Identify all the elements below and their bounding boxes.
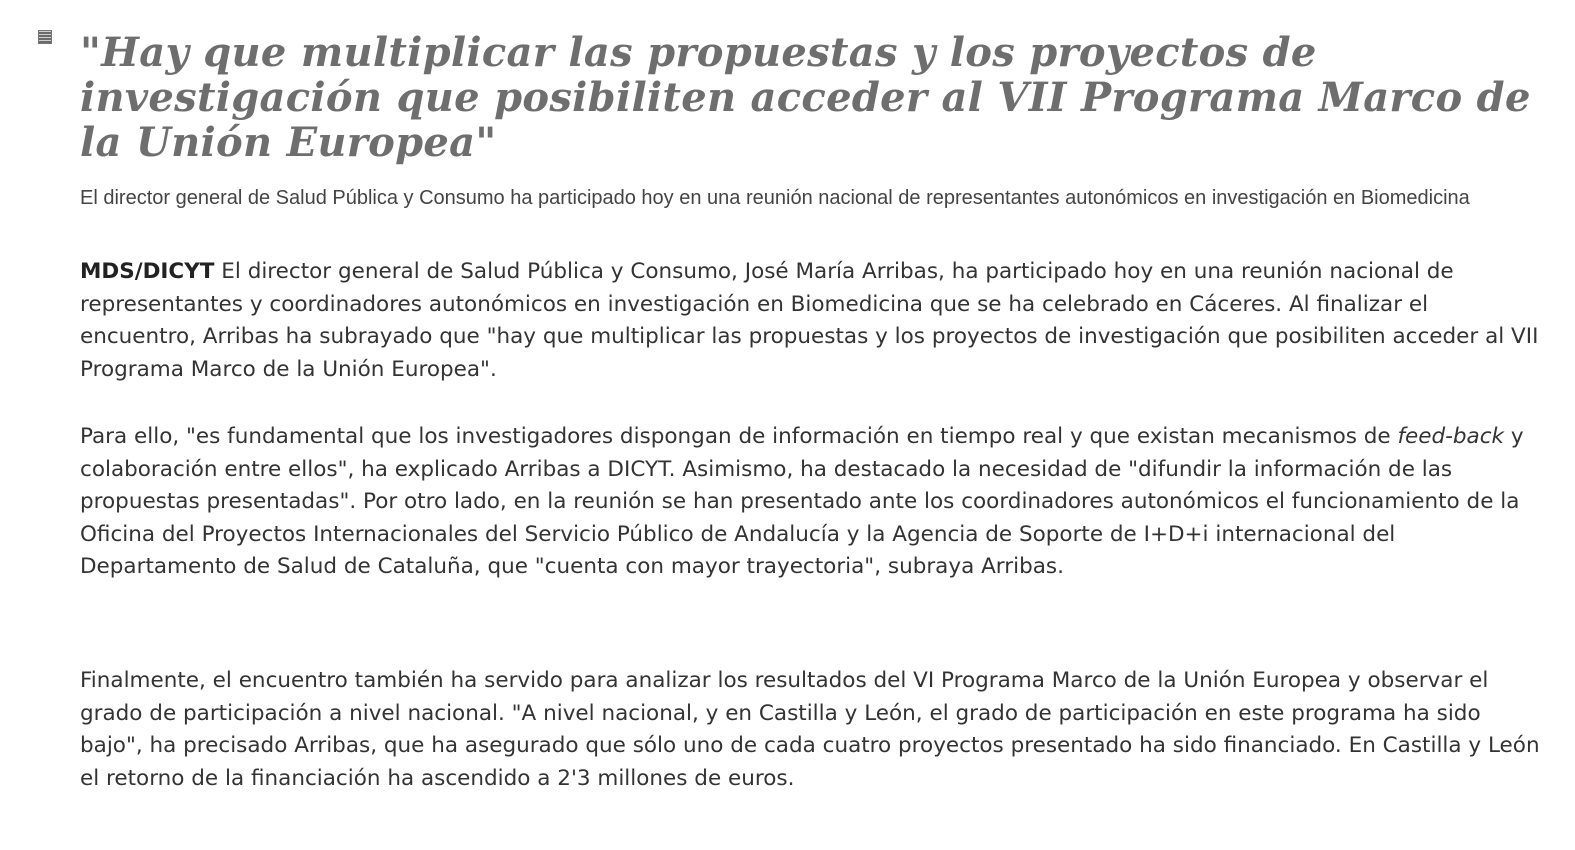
bullet-square-icon: [38, 30, 52, 44]
article-paragraph-3: Finalmente, el encuentro también ha servido para analizar los resultados del VI Programa Marco de la Unión Europea y observar el grado de participación a nivel nacional. "A nivel nacional, y en Castilla y León, el grado de participación en este programa ha sido bajo", ha precisado Arribas, que ha asegurado que sólo uno de cada cuatro proyectos presentado ha sido financiado. En Castilla y León el retorno de la financiación ha ascendido a 2'3 millones de euros.: [80, 668, 1540, 791]
source-tag: MDS/DICYT: [80, 259, 215, 284]
article-headline: "Hay que multiplicar las propuestas y los proyectos de investigación que posibiliten acceder al VII Programa Marco de la Unión Europea": [80, 29, 1531, 166]
article-paragraph-2: [80, 421, 1550, 584]
paragraph-1-text: El director general de Salud Pública y Consumo, José María Arribas, ha participado hoy en una reunión nacional de representantes y coordinadores autonómicos en investigación en Biomedicina que se ha celebrado en Cáceres. Al finalizar el encuentro, Arribas ha subrayado que "hay que multiplicar las propuestas y los proyectos de investigación que posibiliten acceder al VII Programa Marco de la Unión Europea".: [80, 259, 1539, 382]
paragraph-2-text-b: y colaboración entre ellos", ha explicado Arribas a DICYT. Asimismo, ha destacado la necesidad de "difundir la información de las propuestas presentadas". Por otro lado, en la reunión se han presentado ante los coordinadores autonómicos el funcionamiento de la Oficina del Proyectos Internacionales del Servicio Público de Andalucía y la Agencia de Soporte de I+D+i internacional del Departamento de Salud de Cataluña, que "cuenta con mayor trayectoria", subraya Arribas.: [80, 424, 1524, 579]
paragraph-2-text-a: Para ello, "es fundamental que los investigadores dispongan de información en tiempo real y que existan mecanismos de: [80, 424, 1398, 449]
article-paragraph-1: [80, 256, 1550, 386]
article-subheadline: El director general de Salud Pública y Consumo ha participado hoy en una reunión nacional de representantes autonómicos en investigación en Biomedicina: [80, 187, 1470, 209]
paragraph-2-emphasis: feed-back: [1397, 424, 1505, 449]
